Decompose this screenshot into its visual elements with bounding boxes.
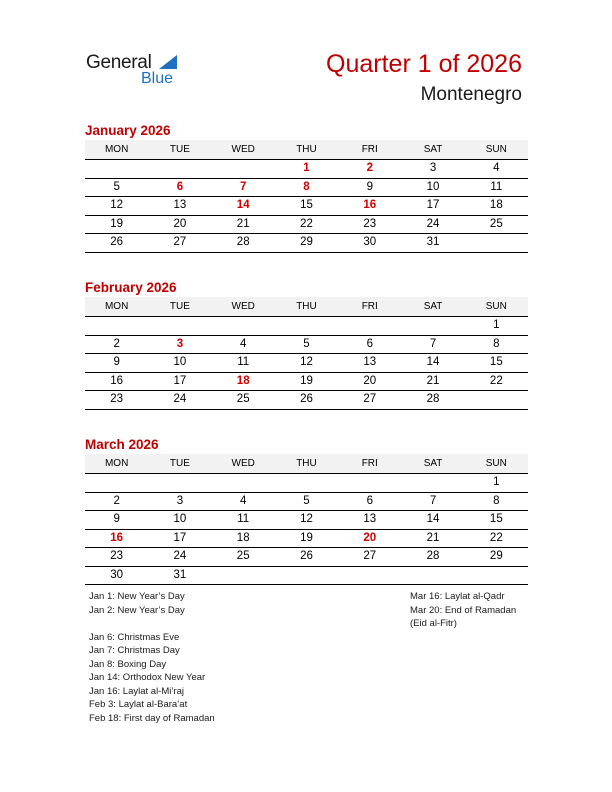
day-cell: 10 [173,356,187,368]
day-cell: 15 [300,199,313,211]
holiday-day-cell: 7 [240,180,247,193]
day-cell: 17 [173,374,187,387]
weekday-header: SUN [485,301,507,312]
day-cell [148,160,211,178]
day-cell [275,317,338,335]
day-cell: 24 [173,393,187,405]
day-cell [465,234,528,252]
week-row [85,317,528,336]
day-cell [212,317,275,335]
holiday-entry: Jan 1: New Year’s Day [89,591,185,602]
weekday-header: SUN [485,458,507,469]
day-cell: 11 [237,356,250,368]
holiday-entry: Feb 3: Laylat al-Bara’at [89,699,188,710]
day-cell: 12 [300,356,313,368]
day-cell: 19 [300,374,313,387]
day-cell: 19 [300,531,313,544]
holiday-entry: Mar 20: End of Ramadan [410,604,517,616]
day-cell: 2 [113,337,120,350]
day-cell: 20 [173,217,187,230]
weekday-header: SUN [485,144,507,155]
week-row [85,179,528,198]
day-cell [212,160,275,178]
holiday-list-right [410,590,516,631]
day-cell: 18 [489,199,503,211]
month-calendar-february [85,279,528,410]
day-cell: 4 [240,494,247,507]
day-cell: 22 [300,217,313,230]
weekday-header: THU [296,458,317,469]
weekday-header-row [85,140,528,160]
generalblue-logo [86,52,196,92]
week-row [85,493,528,512]
day-cell: 27 [363,393,377,405]
day-cell [401,474,464,492]
day-cell: 21 [426,374,440,387]
holiday-entry: Jan 2: New Year’s Day [89,604,185,616]
month-calendar-january [85,122,528,253]
day-cell: 31 [426,236,440,248]
day-cell: 29 [300,236,313,248]
day-cell [465,391,528,409]
day-cell: 14 [426,513,440,525]
page-title: Quarter 1 of 2026 [326,50,522,78]
day-cell: 30 [363,236,377,248]
country-name: Montenegro [420,84,522,105]
day-cell: 5 [303,337,310,350]
day-cell: 9 [113,513,120,525]
day-cell: 13 [363,513,377,525]
day-cell: 25 [489,217,503,230]
day-cell: 26 [300,550,313,562]
weekday-header: FRI [361,458,378,469]
day-cell: 27 [363,550,377,562]
day-cell: 20 [363,374,377,387]
weekday-header: MON [104,301,129,312]
day-cell: 23 [110,393,124,405]
weekday-header: TUE [169,458,190,469]
day-cell: 21 [236,217,250,230]
holiday-entry: Jan 16: Laylat al-Mi’raj [89,685,185,697]
day-cell [148,474,211,492]
day-cell: 13 [173,199,187,211]
day-cell: 7 [429,337,437,350]
day-cell: 4 [240,337,247,350]
day-cell [401,317,464,335]
day-cell: 25 [236,393,250,405]
weekday-header: MON [104,144,129,155]
holiday-entry: Jan 8: Boxing Day [89,658,167,670]
day-cell [212,567,275,585]
week-row [85,373,528,392]
week-row [85,197,528,216]
day-cell [212,474,275,492]
holiday-day-cell: 20 [363,531,377,544]
day-cell: 6 [366,494,373,507]
holiday-day-cell: 14 [236,199,250,211]
day-cell [85,474,148,492]
weekday-header: THU [296,144,317,155]
day-cell: 26 [300,393,313,405]
week-row [85,530,528,549]
month-title: February 2026 [85,280,177,295]
day-cell: 15 [489,513,503,525]
day-cell: 15 [489,356,503,368]
holiday-entry: Jan 7: Christmas Day [89,645,180,656]
week-row [85,474,528,493]
day-cell: 28 [236,236,250,248]
weekday-header: WED [231,301,255,312]
day-cell: 1 [493,476,500,488]
holiday-day-cell: 16 [110,531,124,544]
day-cell: 28 [426,550,440,562]
day-cell: 4 [493,162,500,174]
day-cell [275,474,338,492]
day-cell: 22 [489,374,503,387]
day-cell: 24 [173,550,187,562]
day-cell: 30 [110,568,124,581]
weekday-header-row [85,297,528,317]
holiday-entry: (Eid al-Fitr) [410,618,457,629]
holiday-day-cell: 3 [176,337,184,350]
weekday-header: THU [296,301,317,312]
day-cell: 28 [426,393,440,405]
day-cell [465,567,528,585]
holiday-day-cell: 6 [176,180,184,193]
logo-text-blue: Blue [141,70,174,87]
day-cell [275,567,338,585]
weekday-header: MON [104,458,129,469]
logo-text-general: General [86,52,152,73]
holiday-day-cell: 1 [303,162,310,174]
day-cell: 16 [110,374,124,387]
day-cell: 10 [426,180,440,193]
holiday-entry: Jan 6: Christmas Eve [89,631,180,643]
day-cell: 17 [173,531,187,544]
weekday-header: FRI [361,301,378,312]
day-cell [338,567,401,585]
month-title: January 2026 [85,123,171,138]
month-title: March 2026 [85,437,159,452]
day-cell: 5 [303,494,310,507]
day-cell: 31 [173,568,187,581]
day-cell: 21 [426,531,440,544]
day-cell [85,317,148,335]
day-cell: 9 [113,356,120,368]
day-cell: 17 [426,199,440,211]
logo-triangle-icon [159,55,177,69]
weekday-header: SAT [423,458,443,469]
weekday-header: TUE [169,301,190,312]
day-cell [338,317,401,335]
holiday-entry: Jan 14: Orthodox New Year [89,672,206,683]
holiday-list-left [89,590,215,725]
day-cell: 12 [300,513,313,525]
holiday-day-cell: 8 [303,180,310,193]
holiday-day-cell: 2 [366,162,373,174]
day-cell: 19 [110,217,124,230]
day-cell: 8 [493,337,500,350]
day-cell: 18 [236,531,250,544]
weekday-header-row [85,454,528,474]
day-cell: 13 [363,356,377,368]
day-cell [401,567,464,585]
weekday-header: TUE [169,144,190,155]
week-row [85,234,528,253]
holiday-day-cell: 18 [236,374,250,387]
day-cell: 24 [426,217,440,230]
month-calendar-march [85,436,528,585]
day-cell: 11 [237,513,250,525]
week-row [85,354,528,373]
day-cell: 23 [363,217,377,230]
day-cell: 10 [173,513,187,525]
weekday-header: SAT [423,301,443,312]
weekday-header: FRI [361,144,378,155]
day-cell: 6 [366,337,373,350]
day-cell: 22 [489,531,503,544]
holiday-entry: Feb 18: First day of Ramadan [89,712,215,724]
weekday-header: SAT [423,144,443,155]
day-cell: 29 [489,550,503,562]
day-cell: 2 [113,494,120,507]
day-cell [338,474,401,492]
week-row [85,336,528,355]
day-cell: 27 [173,236,187,248]
holiday-entry: Mar 16: Laylat al-Qadr [410,591,505,602]
weekday-header: WED [231,144,255,155]
day-cell: 23 [110,550,124,562]
day-cell: 12 [110,199,124,211]
week-row [85,511,528,530]
day-cell: 14 [426,356,440,368]
day-cell: 8 [493,494,500,507]
week-row [85,391,528,410]
day-cell: 7 [429,494,437,507]
week-row [85,567,528,586]
week-row [85,160,528,179]
day-cell: 25 [236,550,250,562]
day-cell: 3 [429,162,437,174]
day-cell: 9 [366,180,373,193]
day-cell: 11 [490,180,503,193]
day-cell: 5 [113,180,120,193]
holiday-list-gap [89,617,215,631]
weekday-header: WED [231,458,255,469]
day-cell [85,160,148,178]
day-cell [148,317,211,335]
week-row [85,216,528,235]
week-row [85,548,528,567]
day-cell: 1 [493,319,500,331]
day-cell: 26 [110,236,124,248]
holiday-day-cell: 16 [363,199,377,211]
day-cell: 3 [176,494,184,507]
